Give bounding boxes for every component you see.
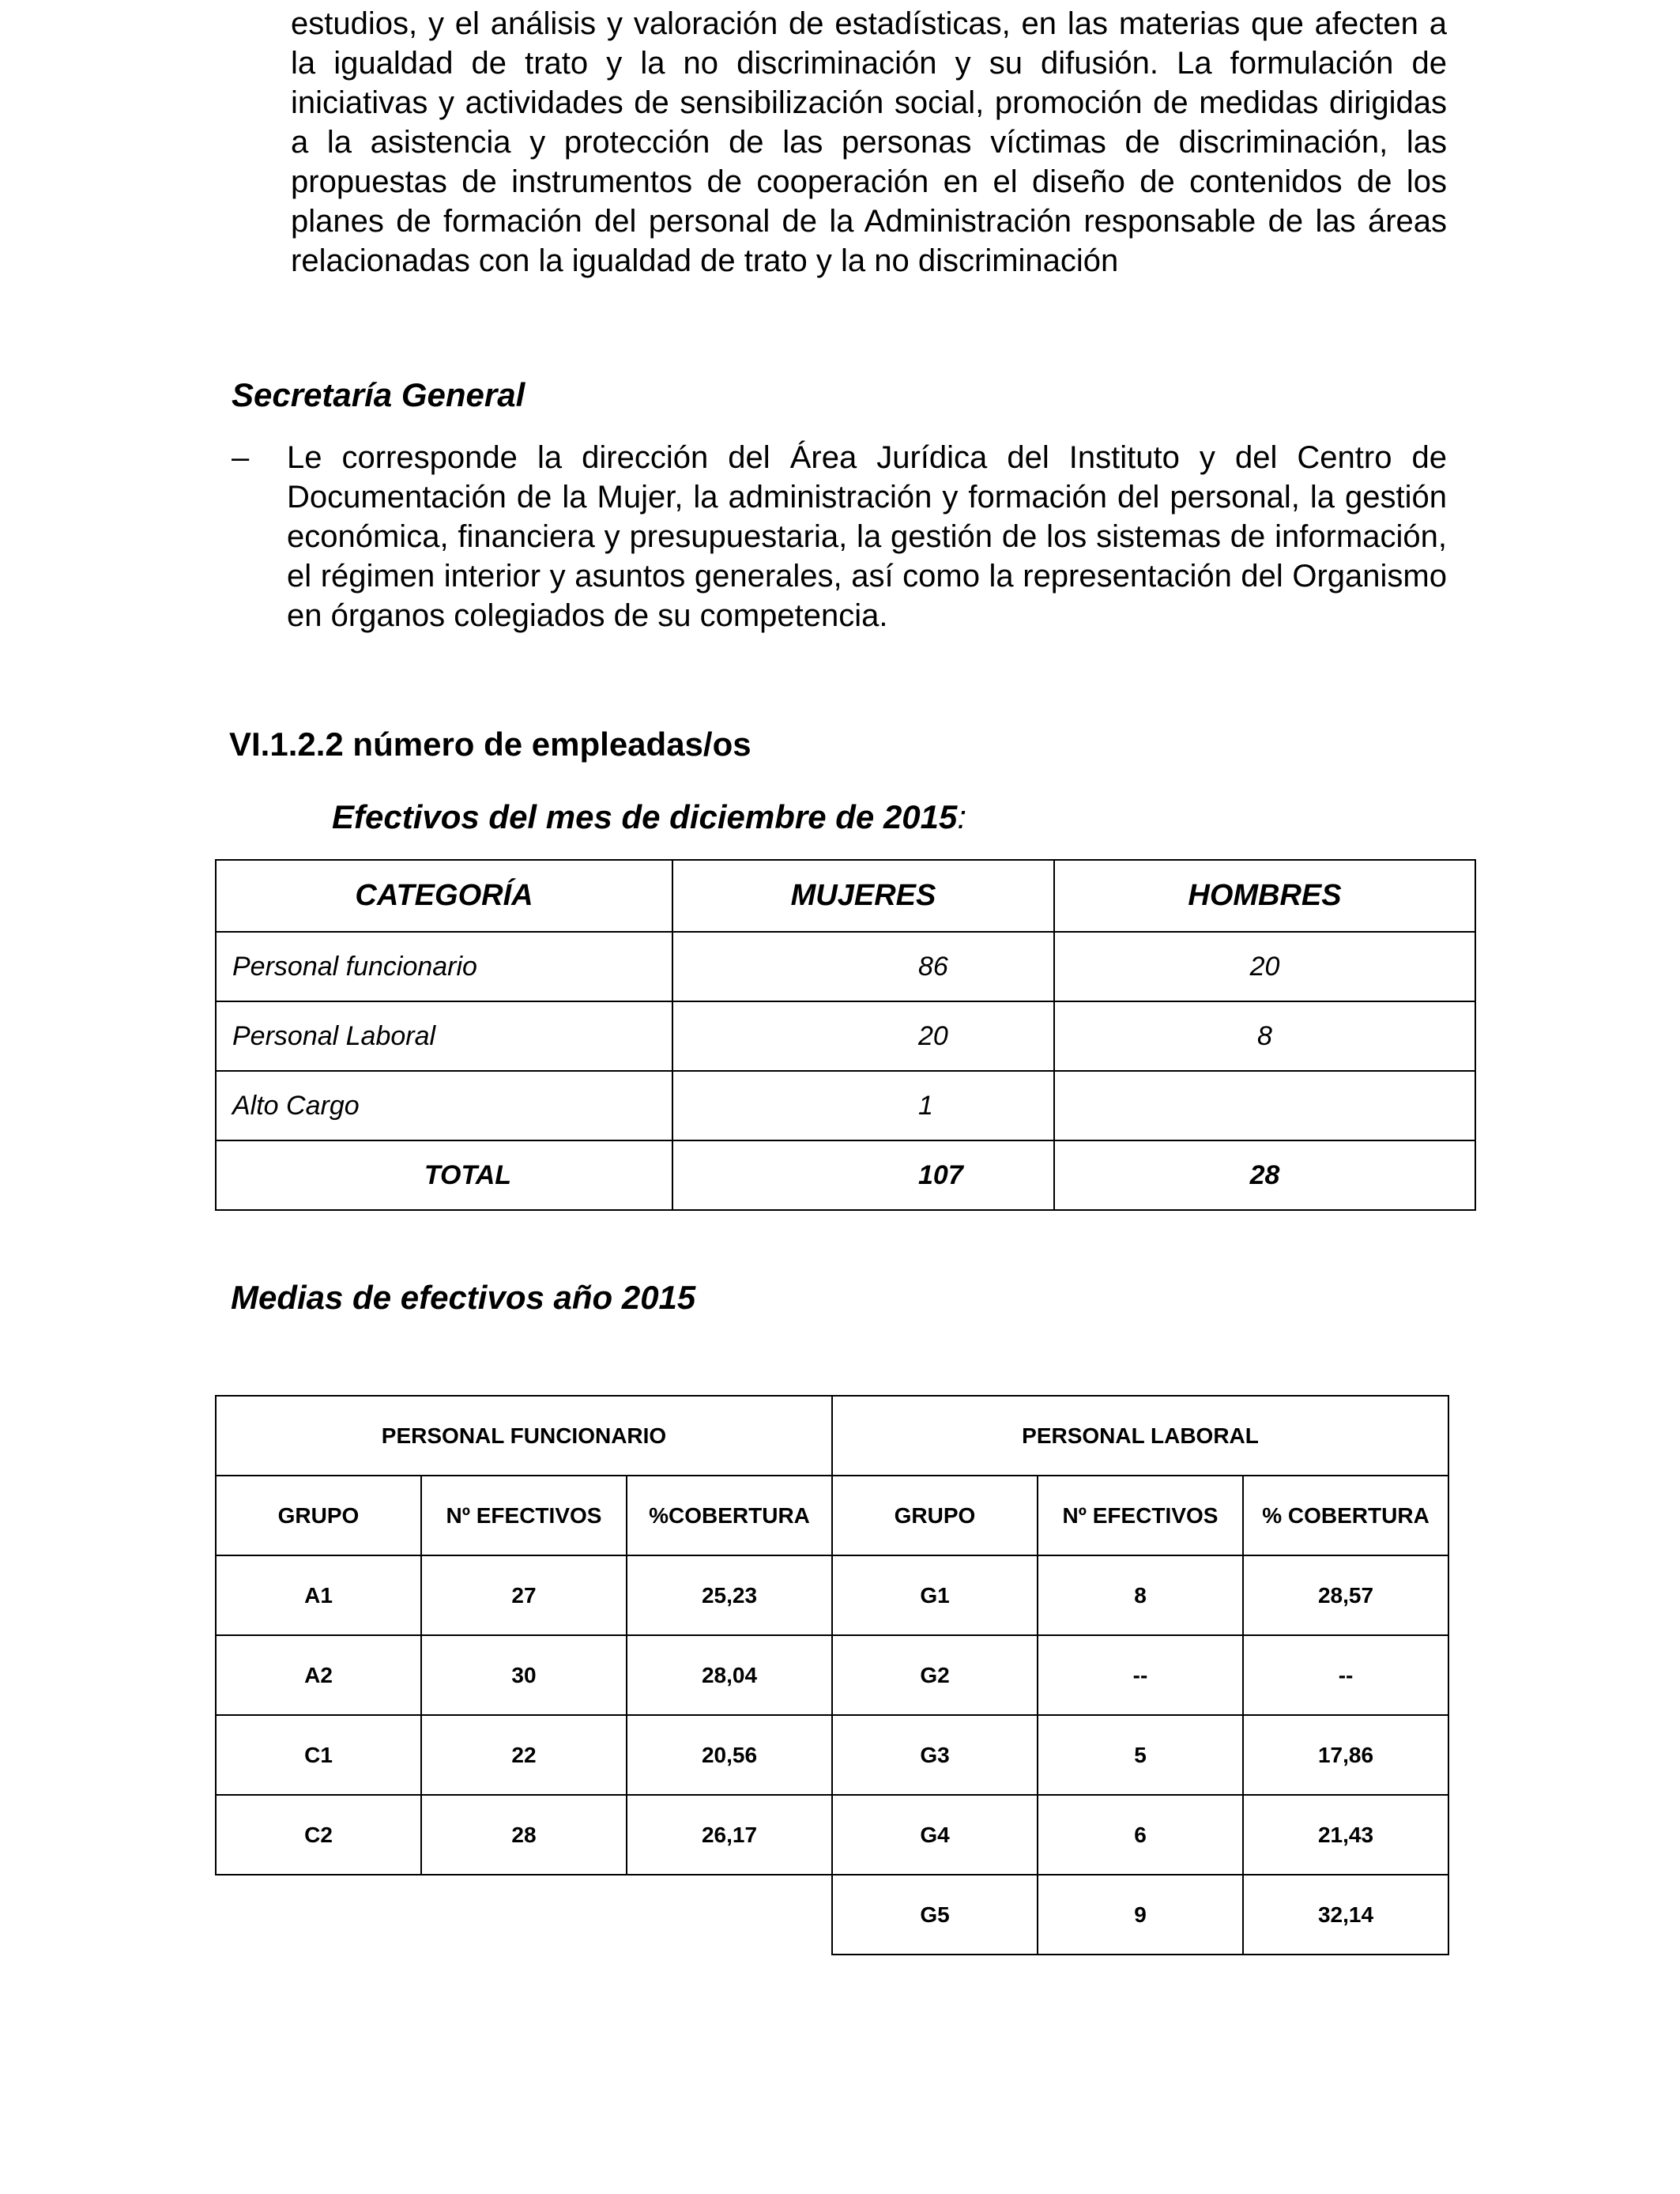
table-row: [216, 1071, 1475, 1140]
header-grupo: GRUPO: [832, 1476, 1038, 1555]
group-header-laboral: PERSONAL LABORAL: [832, 1396, 1448, 1476]
cell-grupo: A1: [216, 1555, 421, 1635]
cell-efectivos: 8: [1038, 1555, 1243, 1635]
cell-grupo: A2: [216, 1635, 421, 1715]
cell-hombres: [1054, 1071, 1475, 1140]
cell-efectivos: --: [1038, 1635, 1243, 1715]
header-mujeres: MUJERES: [672, 860, 1054, 932]
header-categoria: CATEGORÍA: [216, 860, 672, 932]
cell-grupo: G3: [832, 1715, 1038, 1795]
cell-grupo: G1: [832, 1555, 1038, 1635]
cell-grupo: C1: [216, 1715, 421, 1795]
table-row: [216, 932, 1475, 1001]
cell-grupo: G4: [832, 1795, 1038, 1875]
table-header-row: [216, 1476, 1448, 1555]
cell-empty: [216, 1875, 421, 1955]
table-row: [216, 1715, 1448, 1795]
cell-efectivos: 27: [421, 1555, 627, 1635]
cell-categoria: Personal funcionario: [216, 932, 672, 1001]
cell-cobertura: 21,43: [1243, 1795, 1448, 1875]
table-row: [216, 1795, 1448, 1875]
header-hombres: HOMBRES: [1054, 860, 1475, 932]
cell-mujeres: 86: [672, 932, 1054, 1001]
cell-efectivos: 9: [1038, 1875, 1243, 1955]
table-row: [216, 1001, 1475, 1071]
cell-cobertura: 28,04: [627, 1635, 832, 1715]
cell-efectivos: 28: [421, 1795, 627, 1875]
cell-cobertura: 25,23: [627, 1555, 832, 1635]
header-efectivos: Nº EFECTIVOS: [421, 1476, 627, 1555]
cell-cobertura: 26,17: [627, 1795, 832, 1875]
secretaria-general-heading: Secretaría General: [232, 376, 525, 413]
cell-efectivos: 22: [421, 1715, 627, 1795]
intro-paragraph: estudios, y el análisis y valoración de estadísticas, en las materias que afecten a la igualdad de trato y la no discriminación y su difusión. La formulación de iniciativas y actividades de sensibilización social, promoción de medidas dirigidas a la asistencia y protección de las personas víctimas de discriminación, las propuestas de instrumentos de cooperación en el diseño de contenidos de los planes de formación del personal de la Administración responsable de las áreas relacionadas con la igualdad de trato y la no discriminación: [291, 6, 1447, 278]
table1-caption-text: Efectivos del mes de diciembre de 2015: [332, 798, 958, 835]
cell-mujeres: 20: [672, 1001, 1054, 1071]
table-total-row: [216, 1140, 1475, 1210]
cell-grupo: G5: [832, 1875, 1038, 1955]
list-bullet: –: [232, 440, 250, 475]
table-row: [216, 1555, 1448, 1635]
cell-cobertura: 17,86: [1243, 1715, 1448, 1795]
group-header-funcionario: PERSONAL FUNCIONARIO: [216, 1396, 832, 1476]
cell-grupo: C2: [216, 1795, 421, 1875]
cell-hombres: 8: [1054, 1001, 1475, 1071]
table1-caption-colon: :: [957, 798, 967, 835]
cell-cobertura: 28,57: [1243, 1555, 1448, 1635]
cell-total-hombres: 28: [1054, 1140, 1475, 1210]
cell-categoria: Alto Cargo: [216, 1071, 672, 1140]
cell-categoria: Personal Laboral: [216, 1001, 672, 1071]
cell-total-label: TOTAL: [216, 1140, 672, 1210]
cell-total-mujeres: 107: [672, 1140, 1054, 1210]
cell-cobertura: 20,56: [627, 1715, 832, 1795]
table-row: [216, 1875, 1448, 1955]
table1-caption: [332, 798, 966, 836]
header-cobertura: % COBERTURA: [1243, 1476, 1448, 1555]
cell-cobertura: 32,14: [1243, 1875, 1448, 1955]
efectivos-table: [215, 859, 1476, 1211]
cell-efectivos: 30: [421, 1635, 627, 1715]
section-heading: VI.1.2.2 número de empleadas/os: [229, 726, 751, 763]
cell-hombres: 20: [1054, 932, 1475, 1001]
cell-efectivos: 6: [1038, 1795, 1243, 1875]
cell-cobertura: --: [1243, 1635, 1448, 1715]
header-efectivos: Nº EFECTIVOS: [1038, 1476, 1243, 1555]
cell-grupo: G2: [832, 1635, 1038, 1715]
cell-mujeres: 1: [672, 1071, 1054, 1140]
cell-efectivos: 5: [1038, 1715, 1243, 1795]
table-group-header-row: [216, 1396, 1448, 1476]
header-cobertura: %COBERTURA: [627, 1476, 832, 1555]
table2-caption: Medias de efectivos año 2015: [231, 1279, 696, 1316]
header-grupo: GRUPO: [216, 1476, 421, 1555]
cell-empty: [627, 1875, 832, 1955]
table-row: [216, 1635, 1448, 1715]
medias-efectivos-table: [215, 1395, 1449, 1955]
secretaria-general-paragraph: Le corresponde la dirección del Área Jurídica del Instituto y del Centro de Documentación de la Mujer, la administración y formación del personal, la gestión económica, financiera y presupuestaria, la gestión de los sistemas de información, el régimen interior y asuntos generales, así como la representación del Organismo en órganos colegiados de su competencia.: [287, 440, 1447, 633]
cell-empty: [421, 1875, 627, 1955]
table-header-row: [216, 860, 1475, 932]
